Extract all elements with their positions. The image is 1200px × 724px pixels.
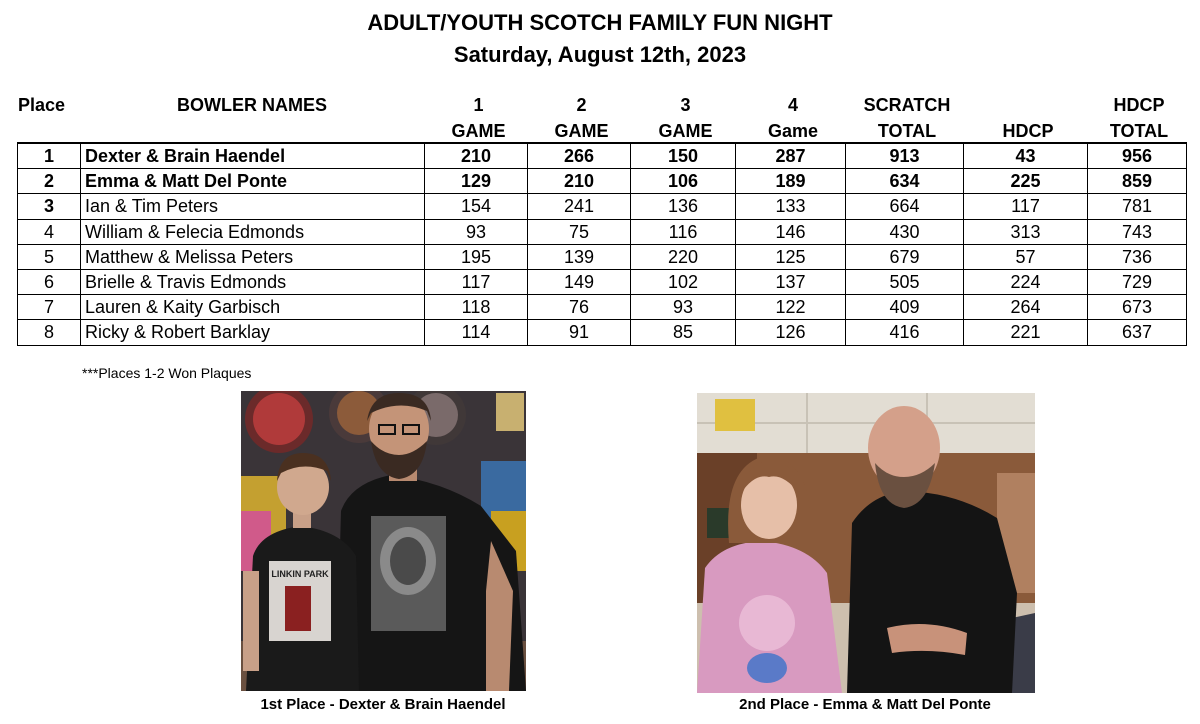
game1-cell: 129 (425, 169, 528, 194)
game2-cell: 241 (528, 194, 631, 219)
first-place-caption: 1st Place - Dexter & Brain Haendel (260, 696, 506, 713)
scratch-total-cell: 913 (846, 143, 964, 169)
place-cell: 8 (18, 320, 81, 345)
header-scratch-top: SCRATCH (863, 95, 951, 115)
place-cell: 1 (18, 143, 81, 169)
scratch-total-cell: 416 (846, 320, 964, 345)
header-game4 (738, 92, 848, 144)
hdcp-cell: 117 (964, 194, 1088, 219)
second-place-caption: 2nd Place - Emma & Matt Del Ponte (739, 696, 991, 713)
bowler-names-cell: Matthew & Melissa Peters (81, 244, 425, 269)
hdcp-total-cell: 859 (1088, 169, 1187, 194)
header-game4-top: 4 (787, 95, 798, 115)
hdcp-total-cell: 956 (1088, 143, 1187, 169)
game4-cell: 125 (736, 244, 846, 269)
game2-cell: 76 (528, 295, 631, 320)
header-scratch-bottom: TOTAL (877, 121, 937, 141)
game4-cell: 287 (736, 143, 846, 169)
second-place-photo-illustration (697, 393, 1035, 693)
table-row (18, 143, 1187, 169)
page-title: ADULT/YOUTH SCOTCH FAMILY FUN NIGHT (367, 10, 833, 35)
bowler-names-cell: Ricky & Robert Barklay (81, 320, 425, 345)
place-cell: 7 (18, 295, 81, 320)
game3-cell: 85 (631, 320, 736, 345)
bowler-names-cell: Ian & Tim Peters (81, 194, 425, 219)
bowler-names-cell: Lauren & Kaity Garbisch (81, 295, 425, 320)
header-game3-top: 3 (680, 95, 691, 115)
header-hdcp: HDCP (1002, 121, 1054, 141)
header-hdcp-total (1090, 92, 1188, 144)
header-game1 (427, 92, 530, 144)
game3-cell: 102 (631, 269, 736, 294)
hdcp-total-cell: 743 (1088, 219, 1187, 244)
game4-cell: 137 (736, 269, 846, 294)
game2-cell: 75 (528, 219, 631, 244)
game2-cell: 210 (528, 169, 631, 194)
game1-cell: 114 (425, 320, 528, 345)
scratch-total-cell: 430 (846, 219, 964, 244)
header-game4-bottom: Game (767, 121, 819, 141)
table-row (18, 194, 1187, 219)
hdcp-total-cell: 729 (1088, 269, 1187, 294)
game3-cell: 93 (631, 295, 736, 320)
event-date: Saturday, August 12th, 2023 (453, 42, 747, 67)
hdcp-total-cell: 673 (1088, 295, 1187, 320)
place-cell: 4 (18, 219, 81, 244)
game4-cell: 122 (736, 295, 846, 320)
scratch-total-cell: 505 (846, 269, 964, 294)
hdcp-total-cell: 637 (1088, 320, 1187, 345)
game1-cell: 154 (425, 194, 528, 219)
game3-cell: 116 (631, 219, 736, 244)
header-bowler-names: BOWLER NAMES (177, 95, 327, 115)
game2-cell: 139 (528, 244, 631, 269)
game3-cell: 220 (631, 244, 736, 269)
table-row (18, 169, 1187, 194)
hdcp-cell: 313 (964, 219, 1088, 244)
game1-cell: 210 (425, 143, 528, 169)
place-cell: 5 (18, 244, 81, 269)
second-place-photo (697, 393, 1035, 693)
hdcp-cell: 225 (964, 169, 1088, 194)
header-game1-bottom: GAME (451, 121, 506, 141)
hdcp-total-cell: 781 (1088, 194, 1187, 219)
scratch-total-cell: 679 (846, 244, 964, 269)
scratch-total-cell: 664 (846, 194, 964, 219)
header-game2-top: 2 (576, 95, 587, 115)
hdcp-cell: 264 (964, 295, 1088, 320)
bowler-names-cell: Brielle & Travis Edmonds (81, 269, 425, 294)
game1-cell: 118 (425, 295, 528, 320)
header-game1-top: 1 (473, 95, 484, 115)
header-game2 (530, 92, 633, 144)
plaques-note: ***Places 1-2 Won Plaques (82, 365, 252, 381)
header-game3 (633, 92, 738, 144)
header-place: Place (18, 95, 66, 115)
game4-cell: 126 (736, 320, 846, 345)
place-cell: 2 (18, 169, 81, 194)
hdcp-cell: 57 (964, 244, 1088, 269)
header-scratch-total (848, 92, 966, 144)
game3-cell: 136 (631, 194, 736, 219)
game2-cell: 149 (528, 269, 631, 294)
hdcp-total-cell: 736 (1088, 244, 1187, 269)
shirt-text: LINKIN PARK (271, 569, 329, 579)
results-table (17, 142, 1187, 346)
header-game3-bottom: GAME (658, 121, 713, 141)
hdcp-cell: 224 (964, 269, 1088, 294)
table-row (18, 320, 1187, 345)
header-hdcp-total-bottom: TOTAL (1109, 121, 1169, 141)
header-hdcp-total-top: HDCP (1113, 95, 1165, 115)
game3-cell: 106 (631, 169, 736, 194)
game2-cell: 91 (528, 320, 631, 345)
scratch-total-cell: 634 (846, 169, 964, 194)
game2-cell: 266 (528, 143, 631, 169)
table-row (18, 269, 1187, 294)
hdcp-cell: 43 (964, 143, 1088, 169)
bowler-names-cell: Emma & Matt Del Ponte (81, 169, 425, 194)
scratch-total-cell: 409 (846, 295, 964, 320)
bowler-names-cell: William & Felecia Edmonds (81, 219, 425, 244)
table-row (18, 244, 1187, 269)
place-cell: 3 (18, 194, 81, 219)
place-cell: 6 (18, 269, 81, 294)
table-row (18, 295, 1187, 320)
game3-cell: 150 (631, 143, 736, 169)
first-place-photo-illustration (241, 391, 526, 691)
game1-cell: 117 (425, 269, 528, 294)
game4-cell: 189 (736, 169, 846, 194)
game1-cell: 93 (425, 219, 528, 244)
header-game2-bottom: GAME (554, 121, 609, 141)
game4-cell: 146 (736, 219, 846, 244)
bowler-names-cell: Dexter & Brain Haendel (81, 143, 425, 169)
game4-cell: 133 (736, 194, 846, 219)
table-row (18, 219, 1187, 244)
hdcp-cell: 221 (964, 320, 1088, 345)
first-place-photo (241, 391, 526, 691)
game1-cell: 195 (425, 244, 528, 269)
